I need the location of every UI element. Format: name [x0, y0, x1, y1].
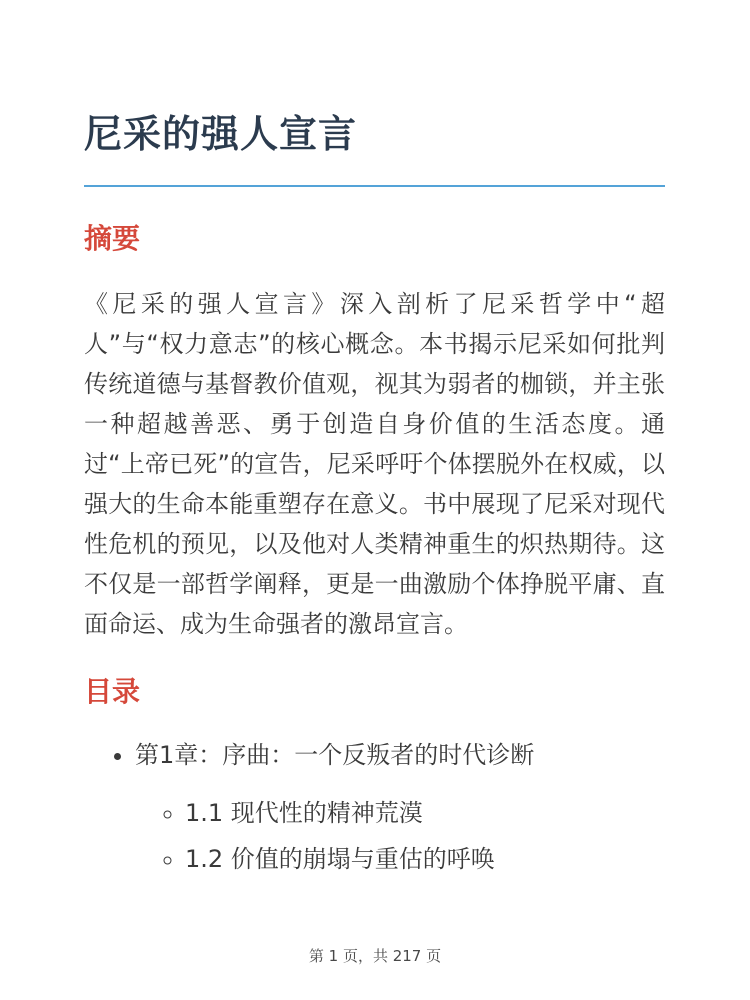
- abstract-heading: 摘要: [84, 222, 141, 256]
- title-underline-rule: [84, 185, 665, 187]
- toc-sublist-chapter-1: [135, 796, 665, 876]
- toc-item-chapter-1-label: 第1章：序曲：一个反叛者的时代诊断: [135, 741, 535, 770]
- page-title: 尼采的强人宣言: [84, 112, 358, 156]
- toc-heading: 目录: [84, 674, 141, 708]
- toc-subitem-1-1-label: 1.1 现代性的精神荒漠: [185, 799, 423, 828]
- abstract-paragraph: 《尼采的强人宣言》深入剖析了尼采哲学中“超人”与“权力意志”的核心概念。本书揭示尼采如何批判传统道德与基督教价值观，视其为弱者的枷锁，并主张一种超越善恶、勇于创造自身价值的生活态度。通过“上帝已死”的宣告，尼采呼吁个体摆脱外在权威，以强大的生命本能重塑存在意义。书中展现了尼采对现代性危机的预见，以及他对人类精神重生的炽热期待。这不仅是一部哲学阐释，更是一曲激励个体挣脱平庸、直面命运、成为生命强者的激昂宣言。: [84, 289, 665, 638]
- toc-subitem-1-2: [185, 842, 665, 876]
- toc-list: [84, 738, 665, 876]
- page-number-footer: 第 1 页，共 217 页: [308, 947, 442, 965]
- toc-item-chapter-1: [135, 738, 665, 876]
- toc-subitem-1-2-label: 1.2 价值的崩塌与重估的呼唤: [185, 845, 495, 874]
- toc-subitem-1-1: [185, 796, 665, 830]
